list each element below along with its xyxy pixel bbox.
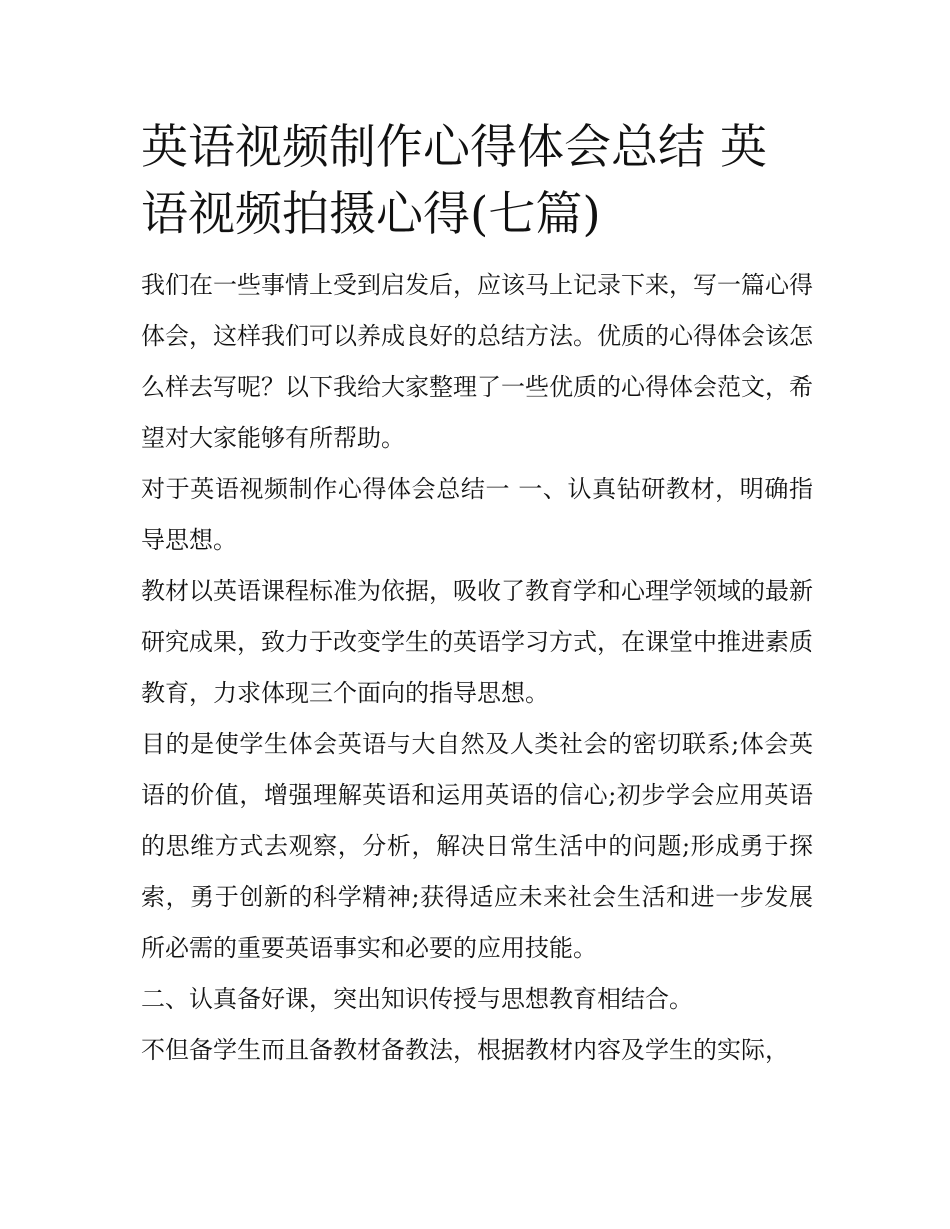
paragraph-lesson-prep: 不但备学生而且备教材备教法，根据教材内容及学生的实际，: [141, 1036, 789, 1064]
paragraph-section-two-heading: 二、认真备好课，突出知识传授与思想教育相结合。: [141, 985, 693, 1013]
paragraph-textbook-basis: 教材以英语课程标准为依据，吸收了教育学和心理学领域的最新研究成果，致力于改变学生的英语学习方式，在课堂中推进素质教育，力求体现三个面向的指导思想。: [141, 577, 813, 707]
document-title: 英语视频制作心得体会总结 英语视频拍摄心得(七篇): [141, 120, 767, 242]
paragraph-intro: 我们在一些事情上受到启发后，应该马上记录下来，写一篇心得体会，这样我们可以养成良好的总结方法。优质的心得体会该怎么样去写呢？以下我给大家整理了一些优质的心得体会范文，希望对大家能够有所帮助。: [141, 271, 813, 452]
document-body: [141, 260, 813, 1076]
paragraph-goals: 目的是使学生体会英语与大自然及人类社会的密切联系;体会英语的价值，增强理解英语和运用英语的信心;初步学会应用英语的思维方式去观察，分析，解决日常生活中的问题;形成勇于探索，勇于创新的科学精神;获得适应未来社会生活和进一步发展所必需的重要英语事实和必要的应用技能。: [141, 730, 813, 962]
paragraph-section-one-heading: 对于英语视频制作心得体会总结一 一、认真钻研教材，明确指导思想。: [141, 475, 813, 554]
document-page: [141, 114, 813, 1076]
